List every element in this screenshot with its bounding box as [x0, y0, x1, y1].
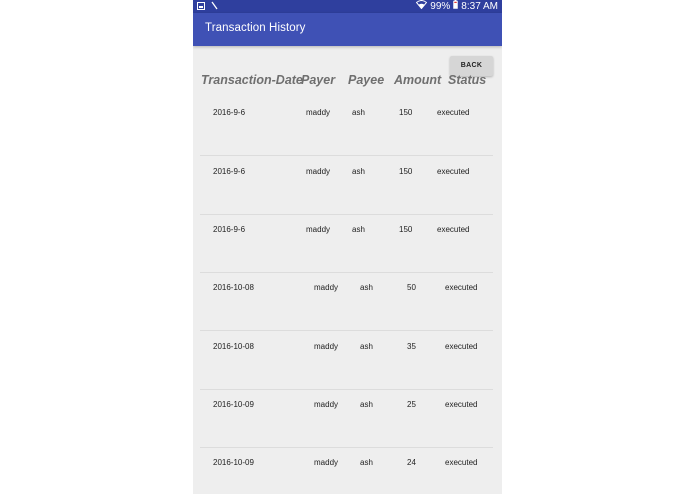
- cell-amount: 35: [407, 342, 416, 351]
- cell-payer: maddy: [314, 458, 339, 467]
- cell-payer: maddy: [306, 225, 331, 234]
- cell-amount: 25: [407, 400, 416, 409]
- cell-status: executed: [445, 458, 478, 467]
- wifi-icon: [416, 0, 427, 13]
- cell-date: 2016-9-6: [213, 225, 246, 234]
- app-title: Transaction History: [205, 22, 306, 34]
- table-row: [200, 157, 493, 215]
- cell-payee: ash: [360, 400, 373, 409]
- cell-status: executed: [437, 167, 470, 176]
- table-row: [200, 390, 493, 448]
- table-row: [200, 215, 493, 273]
- cell-status: executed: [445, 400, 478, 409]
- cell-payer: maddy: [306, 167, 331, 176]
- cell-status: executed: [437, 225, 470, 234]
- status-bar: [193, 0, 502, 13]
- cell-date: 2016-10-08: [213, 283, 254, 292]
- cell-date: 2016-10-09: [213, 400, 254, 409]
- cell-payee: ash: [352, 167, 365, 176]
- status-bar-system: [416, 0, 498, 13]
- cell-status: executed: [445, 283, 478, 292]
- clock: 8:37 AM: [461, 1, 498, 12]
- cell-date: 2016-10-08: [213, 342, 254, 351]
- cell-amount: 50: [407, 283, 416, 292]
- cell-payee: ash: [360, 458, 373, 467]
- wrench-notification-icon: [211, 1, 218, 13]
- back-button[interactable]: BACK: [450, 56, 493, 76]
- cell-status: executed: [445, 342, 478, 351]
- battery-percent: 99%: [430, 1, 451, 12]
- battery-icon: [453, 0, 458, 13]
- header-payee: Payee: [348, 73, 385, 87]
- image-notification-icon: [197, 2, 205, 13]
- cell-amount: 150: [399, 167, 413, 176]
- cell-amount: 150: [399, 108, 413, 117]
- cell-payer: maddy: [306, 108, 331, 117]
- cell-payee: ash: [360, 283, 373, 292]
- header-status: Status: [448, 73, 487, 87]
- cell-payer: maddy: [314, 400, 339, 409]
- header-transaction-date: Transaction-Date: [201, 73, 303, 87]
- status-bar-notifications: [197, 1, 218, 13]
- cell-amount: 150: [399, 225, 413, 234]
- table-row: [200, 273, 493, 331]
- table-row: [200, 332, 493, 390]
- header-payer: Payer: [301, 73, 336, 87]
- cell-amount: 24: [407, 458, 416, 467]
- table-row: [200, 448, 493, 494]
- cell-payer: maddy: [314, 342, 339, 351]
- cell-payee: ash: [360, 342, 373, 351]
- phone-screen: [193, 0, 502, 494]
- cell-payee: ash: [352, 108, 365, 117]
- cell-date: 2016-10-09: [213, 458, 254, 467]
- cell-date: 2016-9-6: [213, 108, 246, 117]
- cell-date: 2016-9-6: [213, 167, 246, 176]
- cell-payee: ash: [352, 225, 365, 234]
- cell-payer: maddy: [314, 283, 339, 292]
- app-bar: [193, 13, 502, 46]
- header-amount: Amount: [394, 73, 442, 87]
- table-row: [200, 98, 493, 156]
- cell-status: executed: [437, 108, 470, 117]
